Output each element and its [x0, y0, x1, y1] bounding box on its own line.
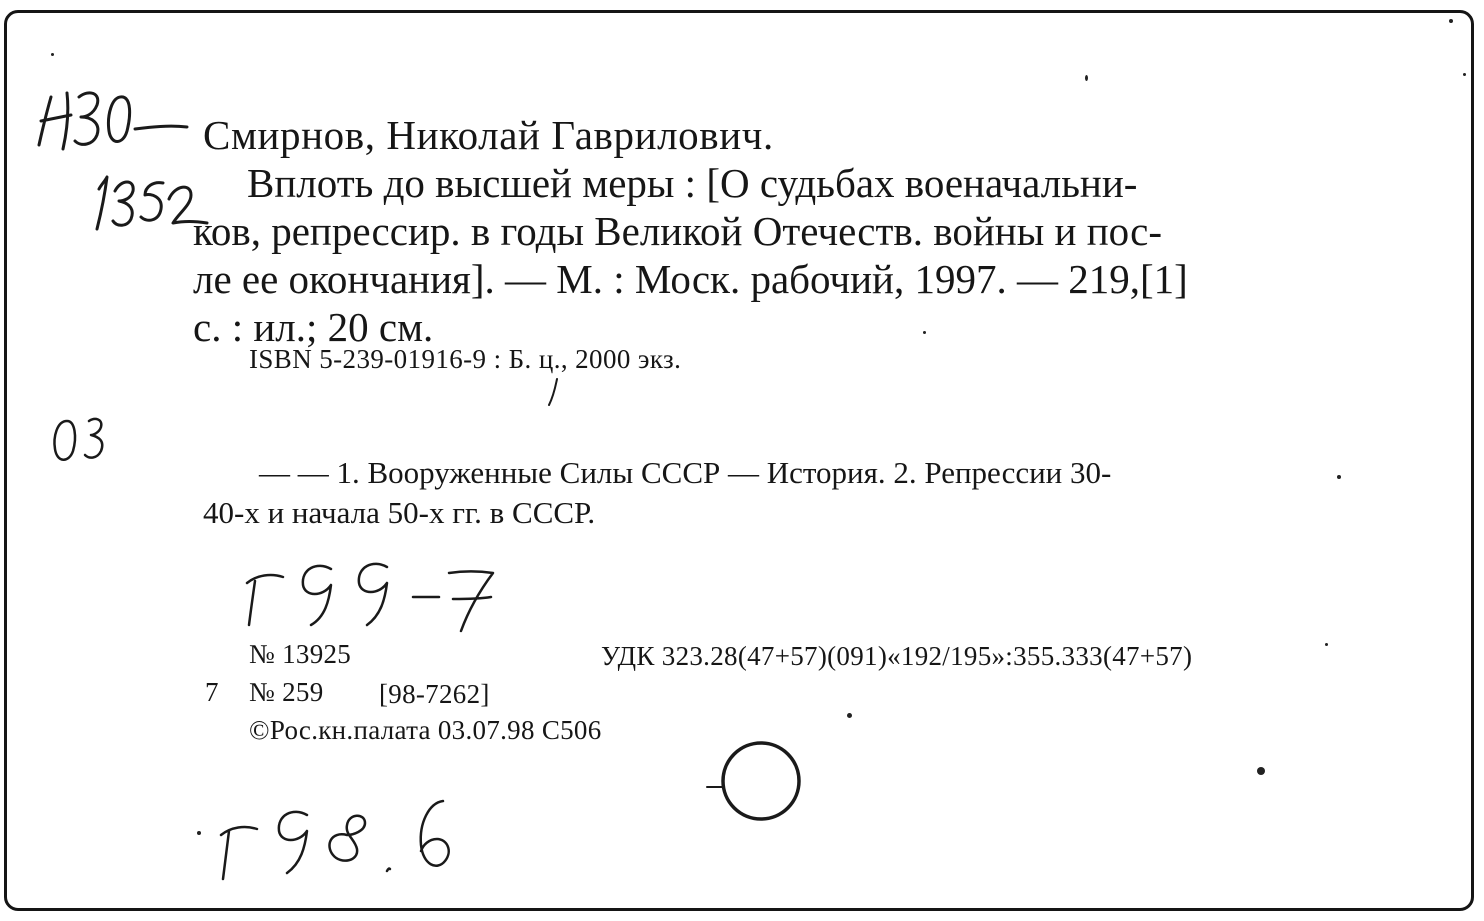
punch-hole-circle [703, 731, 813, 831]
record-number: № 13925 [249, 639, 352, 669]
handwritten-mark-g99 [237, 539, 517, 639]
list-number: № 259 [249, 677, 324, 707]
speck-dot [923, 331, 926, 334]
author-heading: Смирнов, Николай Гаврилович. [203, 112, 774, 158]
pencil-tick [543, 373, 563, 409]
title-line-3: ле ее окончания]. — М. : Моск. рабочий, 1997. — 219,[1] [193, 256, 1188, 302]
isbn-line: ISBN 5-239-01916-9 : Б. ц., 2000 экз. [249, 344, 682, 374]
title-line-2: ков, репрессир. в годы Великой Отечеств. войны и пос- [193, 208, 1163, 254]
speck-dot [1463, 73, 1466, 76]
speck-dot [1085, 75, 1088, 81]
speck-dot [1257, 767, 1265, 775]
title-line-1: Вплоть до высшей меры : [О судьбах военачальни- [247, 160, 1138, 206]
handwritten-mark-g98 [207, 781, 487, 891]
speck-dot [847, 713, 852, 718]
udc-code: УДК 323.28(47+57)(091)«192/195»:355.333(47+57) [601, 641, 1193, 671]
title-line-4: с. : ил.; 20 см. [193, 304, 434, 350]
catalog-card [4, 10, 1474, 911]
subject-line-1: — — 1. Вооруженные Силы СССР — История. 2. Репрессии 30- [259, 455, 1112, 490]
handwritten-shelfmark [27, 83, 207, 163]
handwritten-mark-03 [45, 407, 125, 471]
speck-dot [197, 831, 201, 835]
book-chamber-line: ©Рос.кн.палата 03.07.98 С506 [249, 715, 602, 745]
order-code: [98-7262] [379, 679, 490, 709]
speck-dot [51, 53, 54, 56]
speck-dot [1337, 475, 1341, 479]
speck-dot [1325, 643, 1328, 646]
speck-dot [1449, 19, 1453, 23]
prefix-digit: 7 [205, 677, 219, 707]
subject-line-2: 40-х и начала 50-х гг. в СССР. [203, 495, 596, 530]
